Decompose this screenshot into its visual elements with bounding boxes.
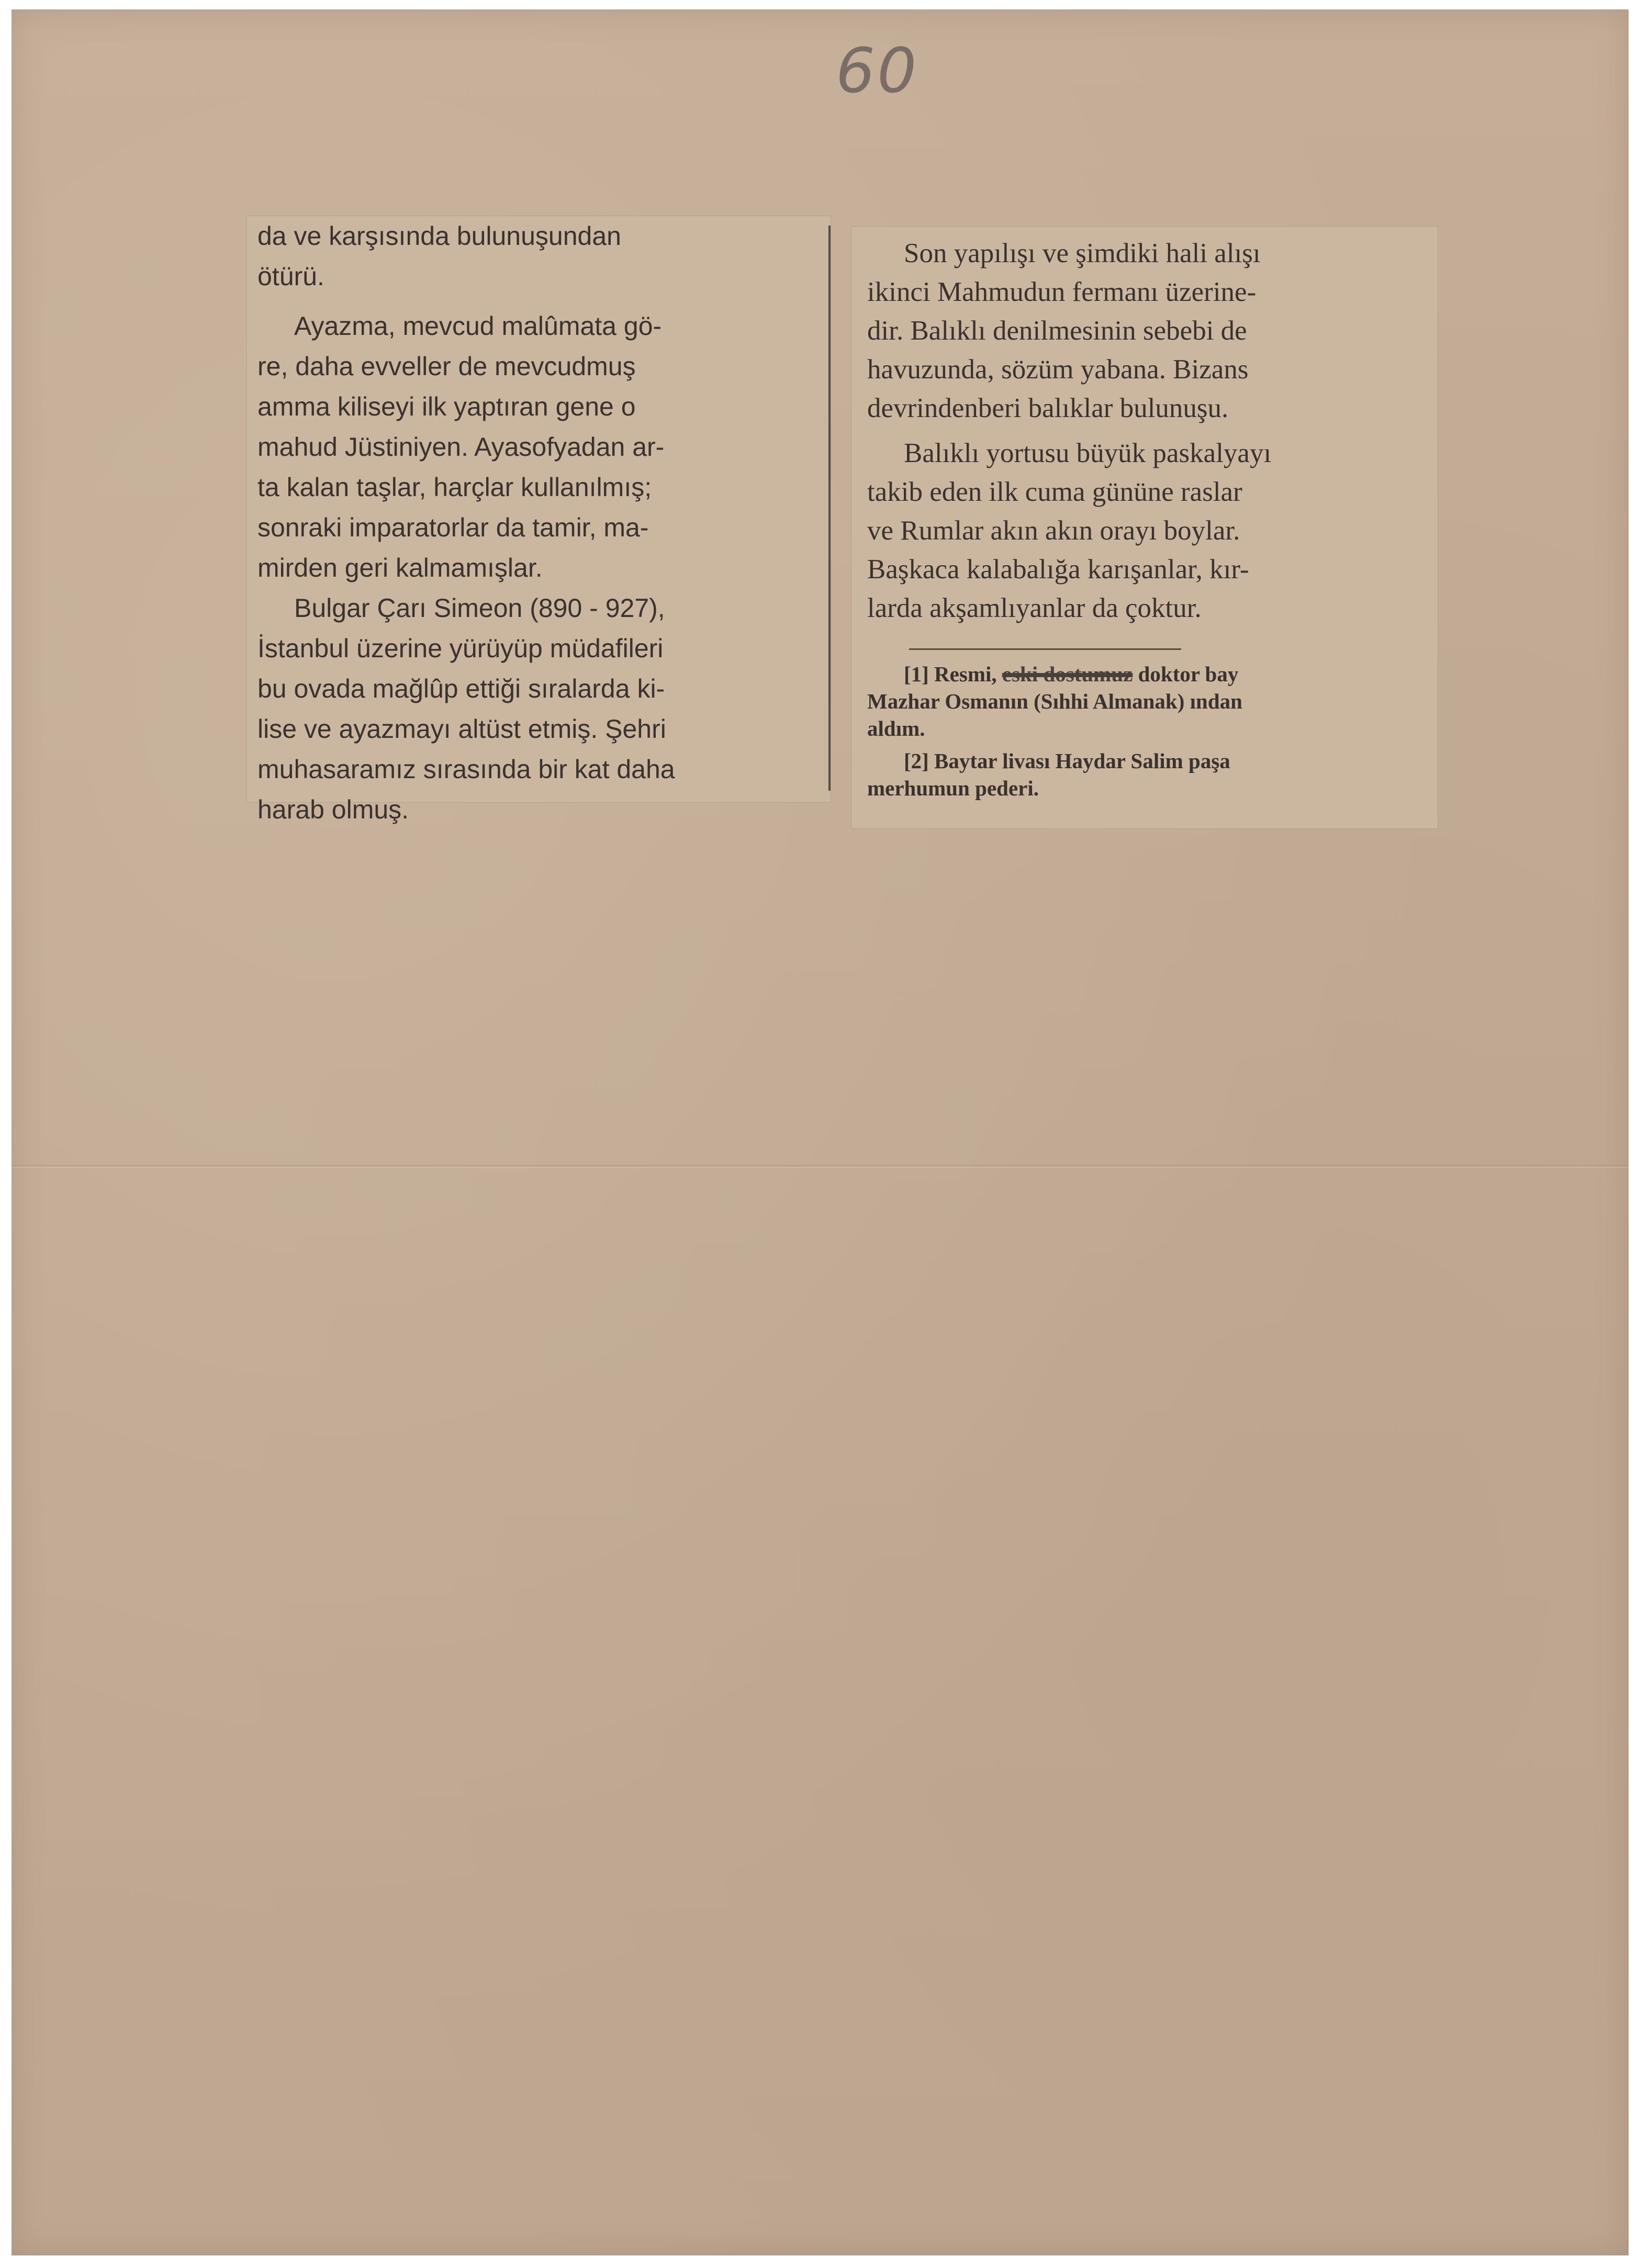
- paper-page: [12, 9, 1629, 2255]
- newspaper-clipping-right: [851, 227, 1438, 828]
- footnote-1-suffix: doktor bay Mazhar Osmanın (Sıhhi Almanak) ından aldım.: [867, 662, 1242, 740]
- footnotes: [867, 660, 1438, 802]
- footnote-divider: [909, 648, 1181, 650]
- footnote-1-prefix: [1] Resmi,: [904, 662, 1002, 686]
- footnote-1: [867, 660, 1438, 742]
- column-rule: [828, 226, 831, 791]
- paper-fold-line: [12, 1165, 1629, 1168]
- clipping-paragraph-3: Bulgar Çarı Simeon (890 - 927), İstanbul üzerine yürüyüp müdafileri bu ovada mağlûp ettiği sıralarda ki- lise ve ayazmayı altüst etmiş. Şehri muhasaramız sırasında bir kat daha harab olmuş.: [257, 593, 675, 824]
- handwritten-page-number: 60: [836, 35, 919, 107]
- footnote-1-struck-text: eski dostumuz: [1002, 662, 1133, 686]
- newspaper-clipping-left: [247, 216, 831, 824]
- clipping-paragraph-1: da ve karşısında bulunuşundan ötürü.: [257, 221, 621, 291]
- clipping-paragraph-2: Balıklı yortusu büyük paskalyayı takib eden ilk cuma gününe raslar ve Rumlar akın akın orayı boylar. Başkaca kalabalığa karışanlar, kır- larda akşamlıyanlar da çoktur.: [867, 438, 1272, 623]
- clipping-paragraph-2: Ayazma, mevcud malûmata gö- re, daha evveller de mevcudmuş amma kiliseyi ilk yaptıran gene o mahud Jüstiniyen. Ayasofyadan ar- ta kalan taşlar, harçlar kullanılmış; sonraki imparatorlar da tamir, ma- mirden geri kalmamışlar.: [257, 311, 665, 582]
- footnote-2: [2] Baytar livası Haydar Salim paşa merhumun pederi.: [867, 749, 1230, 800]
- clipping-paragraph-1: Son yapılışı ve şimdiki hali alışı ikinci Mahmudun fermanı üzerine- dir. Balıklı denilmesinin sebebi de havuzunda, sözüm yabana. Bizans devrindenberi balıklar bulunuşu.: [867, 238, 1261, 423]
